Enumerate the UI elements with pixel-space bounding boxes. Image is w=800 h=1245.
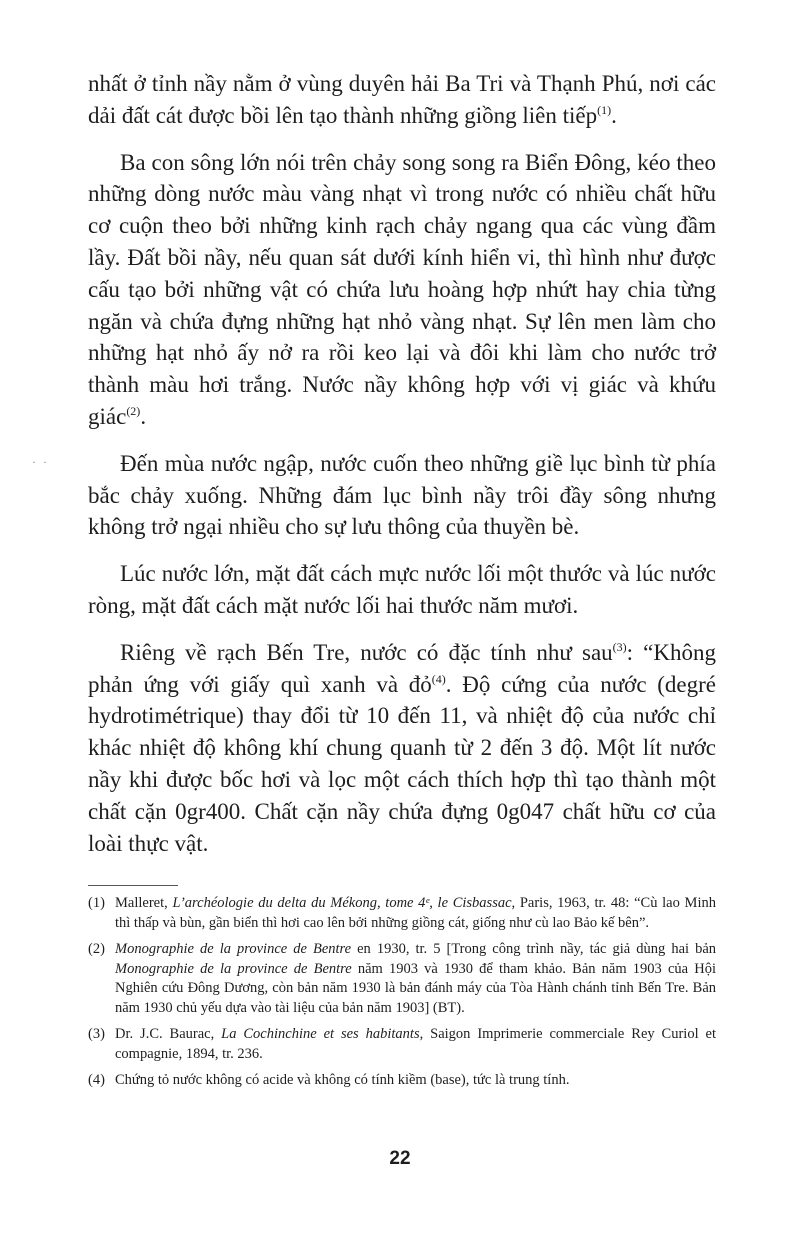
footnote-title: Monographie de la province de Bentre bbox=[115, 960, 352, 977]
footnote-ref-4[interactable]: (4) bbox=[431, 671, 446, 686]
footnote-text bbox=[115, 1025, 716, 1064]
footnote-divider bbox=[88, 885, 178, 886]
footnote-title: Monographie de la province de Bentre bbox=[115, 941, 352, 957]
footnote-ref-3[interactable]: (3) bbox=[612, 639, 627, 654]
footnote-3 bbox=[88, 1025, 716, 1064]
footnote-title: La Cochinchine et ses habitants bbox=[221, 1026, 420, 1042]
footnote-text bbox=[115, 1071, 716, 1091]
paragraph-5 bbox=[88, 637, 716, 860]
footnote-ref-1[interactable]: (1) bbox=[597, 102, 612, 117]
page-number: 22 bbox=[389, 1148, 411, 1169]
footnote-text-part: năm 1903 và 1930 để tham khảo. Bản năm 1903 của Hội Nghiên cứu Đông Dương, còn bản năm 1930 là bản đánh máy của Tòa Hành chánh tỉnh Bến Tre. Bản năm 1930 chủ yếu dựa vào tài liệu của bản năm 1903] (BT). bbox=[115, 960, 716, 1016]
footnote-ref-2[interactable]: (2) bbox=[126, 403, 141, 418]
footnote-text bbox=[115, 940, 716, 1018]
paragraph-text: Đến mùa nước ngập, nước cuốn theo những giề lục bình từ phía bắc chảy xuống. Những đám lục bình nầy trôi đầy sông nhưng không trở ngại nhiều cho sự lưu thông của thuyền bè. bbox=[88, 450, 716, 540]
body-text bbox=[88, 68, 716, 874]
footnote-title: L’archéologie du delta du Mékong, tome 4ᵉ, le Cisbassac bbox=[172, 895, 512, 911]
paragraph-text: Riêng về rạch Bến Tre, nước có đặc tính như sau bbox=[120, 639, 613, 665]
paragraph-1 bbox=[88, 68, 716, 132]
footnote-text bbox=[115, 894, 716, 933]
footnote-text-part: , Saigon Imprimerie commerciale Rey Curiol et compagnie, 1894, tr. 236. bbox=[115, 1026, 716, 1062]
footnotes bbox=[88, 894, 716, 1098]
paragraph-4 bbox=[88, 558, 716, 622]
footnote-text-part: Chứng tỏ nước không có acide và không có tính kiềm (base), tức là trung tính. bbox=[115, 1072, 570, 1088]
footnote-number: (4) bbox=[88, 1072, 105, 1088]
footnote-4 bbox=[88, 1071, 716, 1091]
footnote-text-part: Malleret, bbox=[115, 895, 173, 911]
footnote-number: (3) bbox=[88, 1026, 105, 1042]
paragraph-2 bbox=[88, 147, 716, 433]
margin-mark: · · bbox=[32, 455, 49, 469]
paragraph-3 bbox=[88, 448, 716, 543]
footnote-number: (2) bbox=[88, 941, 105, 957]
paragraph-tail: . bbox=[140, 403, 147, 429]
paragraph-tail: . bbox=[611, 102, 617, 128]
footnote-text-part: Dr. J.C. Baurac, bbox=[115, 1026, 222, 1042]
paragraph-text: Ba con sông lớn nói trên chảy song song ra Biển Đông, kéo theo những dòng nước màu vàng nhạt vì trong nước có nhiều chất hữu cơ cuộn theo bởi những kinh rạch chảy ngang qua các vùng đầm lầy. Đất bồi nầy, nếu quan sát dưới kính hiển vi, thì hình như được cấu tạo bởi những vật có chứa lưu hoàng hợp nhứt hay chia từng ngăn và chứa đựng những hạt nhỏ vàng nhạt. Sự lên men làm cho những hạt nhỏ ấy nở ra rồi keo lại và đôi khi làm cho nước trở thành màu hơi trắng. Nước nầy không hợp với vị giác và khứu giác bbox=[88, 149, 716, 429]
paragraph-text: nhất ở tỉnh nầy nằm ở vùng duyên hải Ba Tri và Thạnh Phú, nơi các dải đất cát được bồi lên tạo thành những giồng liên tiếp bbox=[88, 71, 716, 128]
footnote-number: (1) bbox=[88, 895, 105, 911]
footnote-text-part: , Paris, 1963, tr. 48: “Cù lao Minh thì thấp và bùn, gần biển thì hơi cao lên bởi những giồng cát, giống như cù lao Bảo kế bên”. bbox=[115, 895, 716, 931]
footnote-1 bbox=[88, 894, 716, 933]
footnote-2 bbox=[88, 940, 716, 1018]
paragraph-text: : “Không phản ứng với giấy quì xanh và đỏ bbox=[88, 639, 716, 697]
paragraph-text: Lúc nước lớn, mặt đất cách mực nước lối một thước và lúc nước ròng, mặt đất cách mặt nước lối hai thước năm mươi. bbox=[88, 561, 716, 618]
footnote-text-part: en 1930, tr. 5 [Trong công trình nầy, tác giả dùng hai bản bbox=[351, 941, 717, 957]
paragraph-text: . Độ cứng của nước (degré hydrotimétrique) thay đổi từ 10 đến 11, và nhiệt độ của nước chỉ khác nhiệt độ không khí chung quanh từ 2 đến 3 độ. Một lít nước nầy khi được bốc hơi và lọc một cách thích hợp thì tạo thành một chất cặn 0gr400. Chất cặn nầy chứa đựng 0g047 chất hữu cơ của loài thực vật. bbox=[88, 671, 716, 856]
